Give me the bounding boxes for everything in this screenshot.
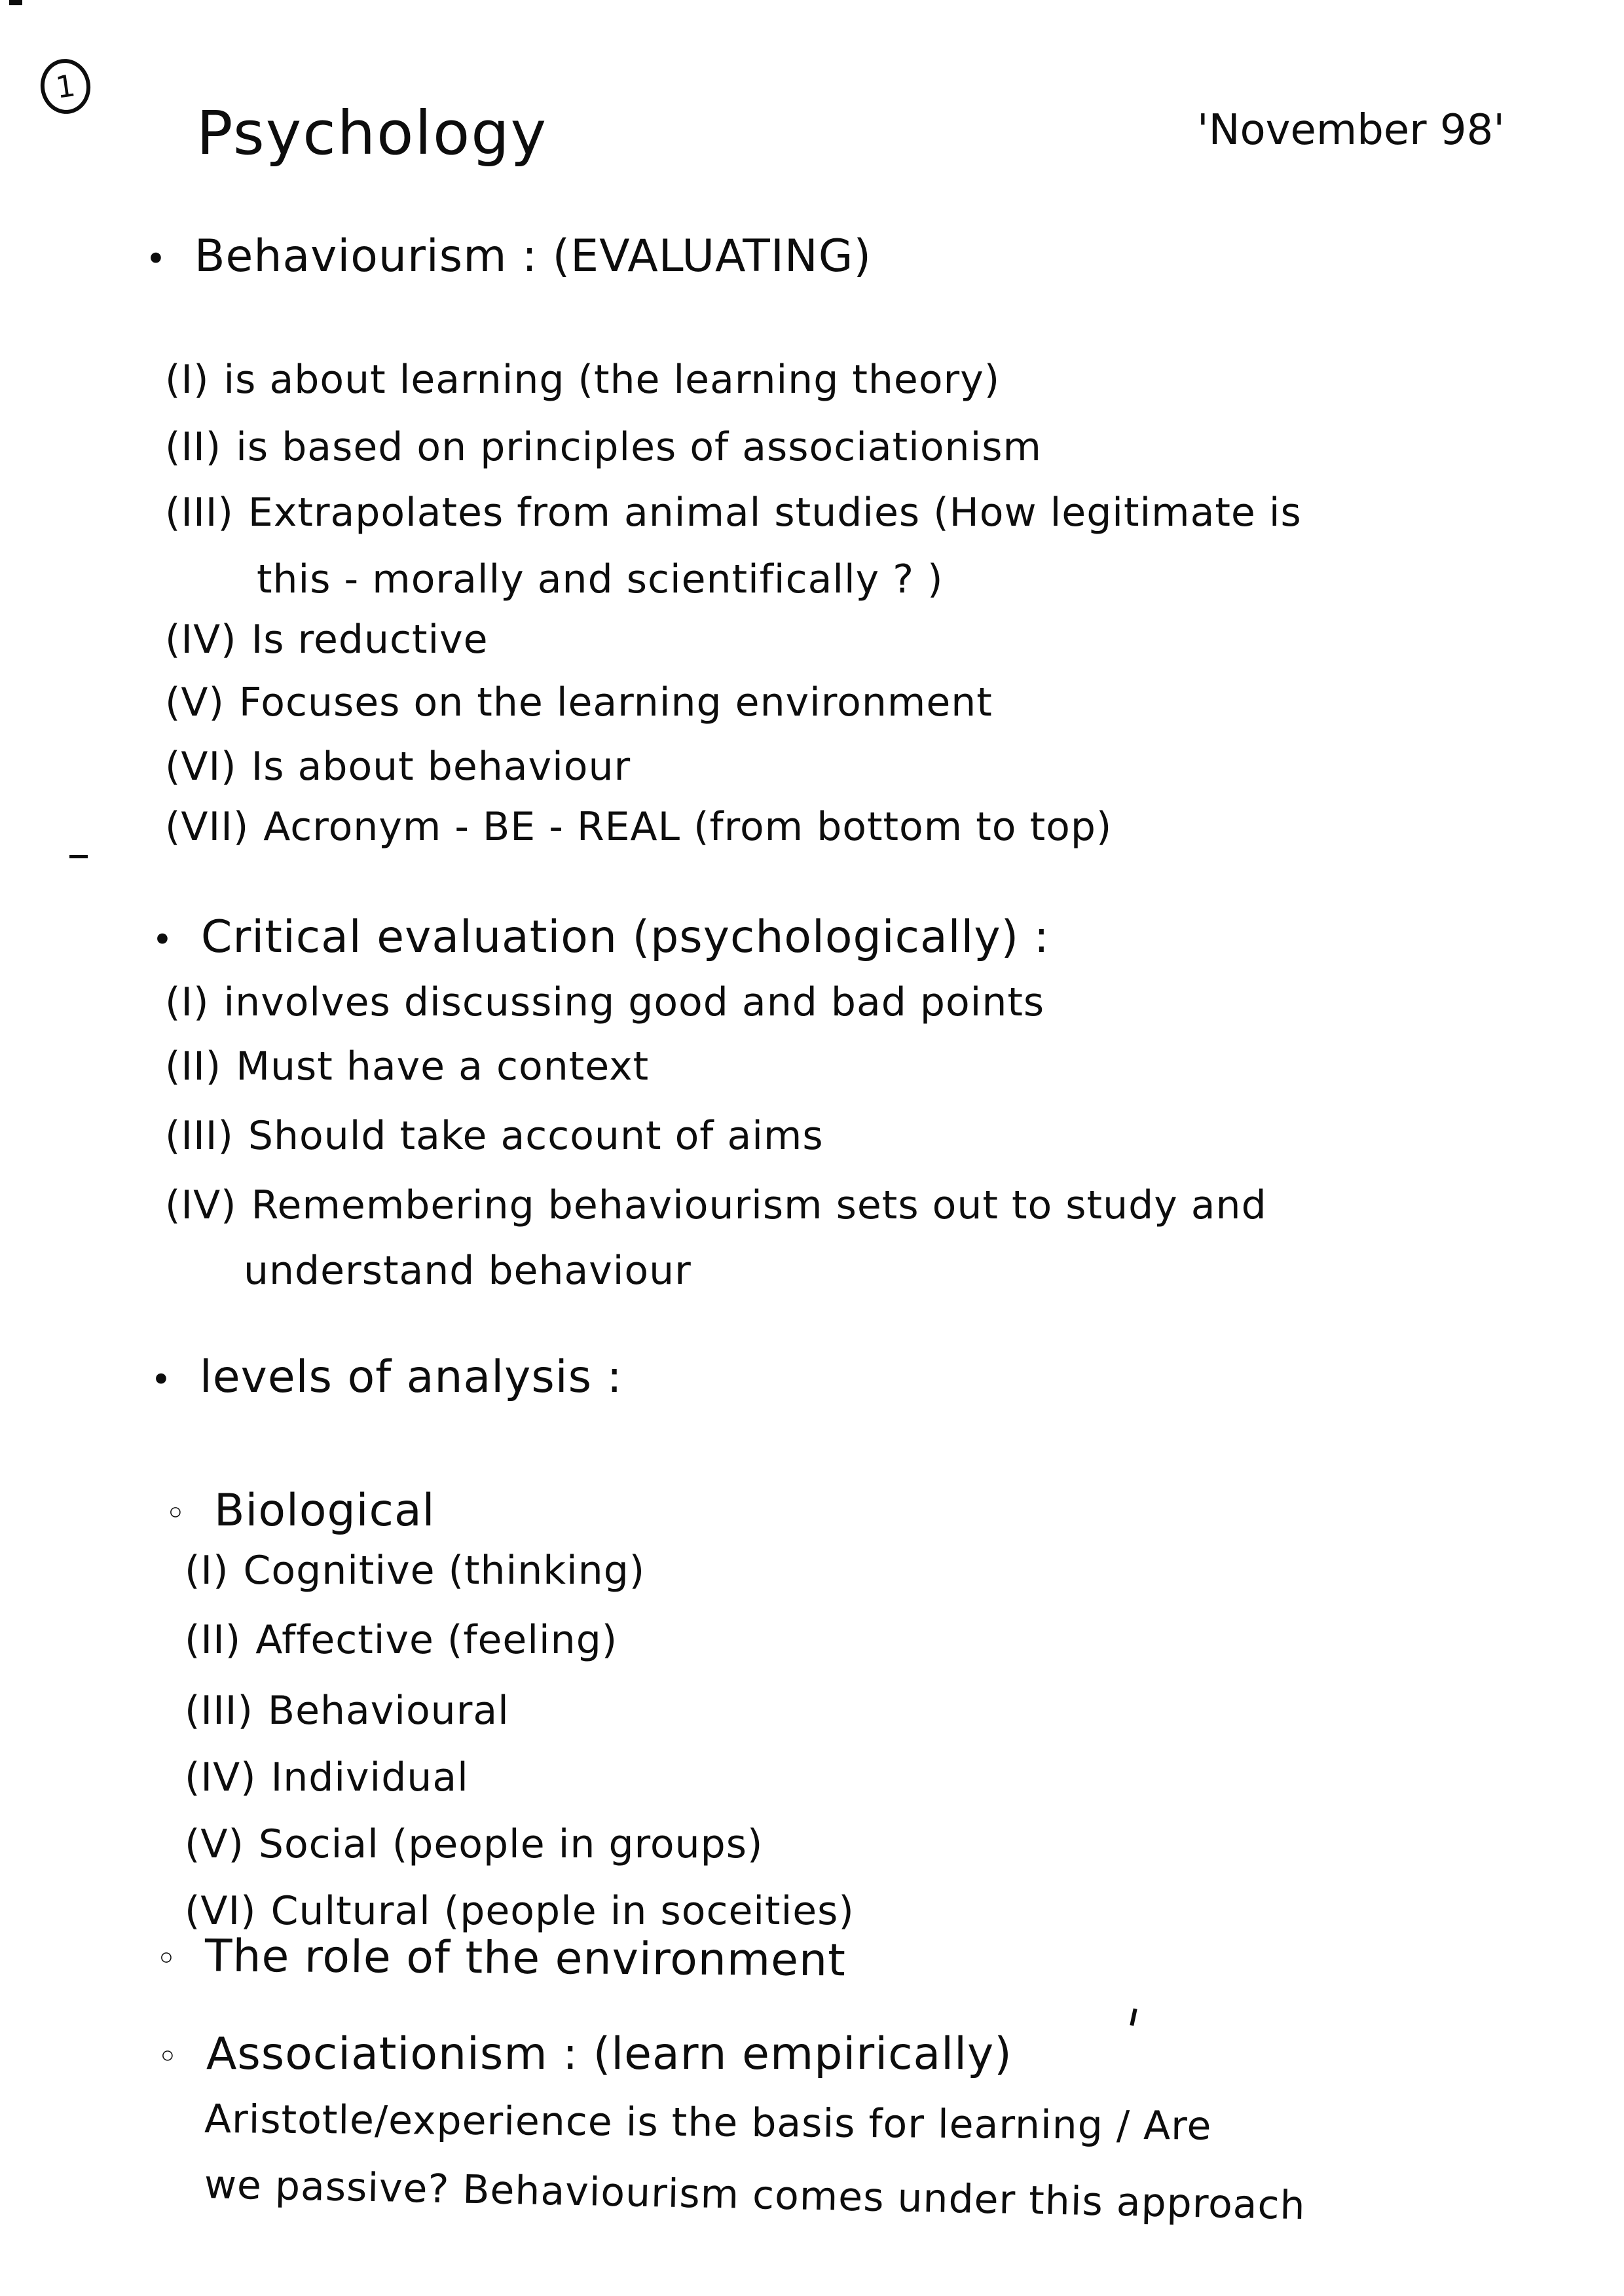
item-marker: (IV) bbox=[165, 617, 237, 663]
item-text: Affective (feeling) bbox=[255, 1617, 618, 1663]
list-item bbox=[185, 1617, 618, 1663]
list-item bbox=[165, 680, 993, 725]
note-date: 'November 98' bbox=[1197, 106, 1505, 155]
item-text: Must have a context bbox=[236, 1044, 650, 1089]
section-heading bbox=[151, 1351, 623, 1403]
list-item bbox=[185, 1755, 469, 1800]
list-item bbox=[165, 1113, 824, 1159]
heading-text: Critical evaluation (psychologically) : bbox=[200, 911, 1050, 963]
item-marker: (I) bbox=[165, 357, 210, 403]
list-item bbox=[165, 490, 1302, 536]
note-line bbox=[204, 2162, 1306, 2229]
page-number-badge bbox=[37, 56, 94, 117]
list-item bbox=[165, 804, 1112, 850]
section-heading bbox=[165, 1485, 435, 1537]
item-marker: (II) bbox=[185, 1617, 242, 1663]
item-marker: (IV) bbox=[165, 1182, 237, 1228]
item-text: Is reductive bbox=[251, 617, 489, 663]
stray-mark bbox=[1130, 2009, 1137, 2026]
list-item bbox=[165, 1182, 1267, 1228]
item-text: is based on principles of associationism bbox=[236, 424, 1042, 470]
bullet-icon: ◦ bbox=[165, 1493, 187, 1534]
list-item bbox=[185, 1888, 855, 1934]
list-item bbox=[185, 1821, 763, 1867]
item-marker: (VI) bbox=[165, 744, 237, 790]
list-item bbox=[165, 1044, 649, 1089]
item-text: Individual bbox=[270, 1755, 469, 1800]
heading-text: The role of the environment bbox=[204, 1930, 847, 1987]
item-marker: (III) bbox=[165, 490, 234, 536]
item-text: Is about behaviour bbox=[251, 744, 631, 790]
item-text: Acronym - BE - REAL (from bottom to top) bbox=[263, 804, 1113, 850]
list-item bbox=[165, 424, 1042, 470]
heading-text: levels of analysis : bbox=[199, 1351, 623, 1403]
item-text: Should take account of aims bbox=[248, 1113, 824, 1159]
item-marker: (III) bbox=[185, 1688, 253, 1734]
item-marker: (II) bbox=[165, 424, 222, 470]
stray-mark bbox=[9, 0, 22, 5]
item-text: this - morally and scientifically ? ) bbox=[257, 556, 944, 602]
item-marker: (V) bbox=[165, 680, 225, 725]
item-text: Cognitive (thinking) bbox=[243, 1548, 646, 1594]
item-marker: (VI) bbox=[185, 1888, 257, 1934]
bullet-icon: • bbox=[145, 238, 167, 280]
bullet-icon: ◦ bbox=[155, 1938, 178, 1980]
page-number: 1 bbox=[53, 67, 78, 105]
item-marker: (IV) bbox=[185, 1755, 257, 1800]
section-heading bbox=[157, 2028, 1012, 2080]
note-title: Psychology bbox=[196, 98, 548, 168]
list-item bbox=[165, 744, 631, 790]
heading-text: Associationism : (learn empirically) bbox=[206, 2028, 1012, 2080]
list-item bbox=[165, 979, 1044, 1025]
item-text: is about learning (the learning theory) bbox=[223, 357, 1001, 403]
bullet-icon: • bbox=[152, 919, 174, 960]
item-text: involves discussing good and bad points bbox=[223, 979, 1045, 1025]
stray-mark bbox=[69, 855, 88, 858]
item-marker: (II) bbox=[165, 1044, 222, 1089]
item-text: Behavioural bbox=[267, 1688, 509, 1734]
item-text: Remembering behaviourism sets out to study and bbox=[251, 1182, 1267, 1228]
item-marker: (I) bbox=[185, 1548, 229, 1594]
section-heading bbox=[152, 911, 1050, 963]
list-item bbox=[165, 357, 1000, 403]
item-marker: (VII) bbox=[165, 804, 249, 850]
note-line bbox=[204, 2096, 1212, 2149]
list-item-continuation bbox=[257, 556, 944, 602]
item-marker: (I) bbox=[165, 979, 210, 1025]
item-text: understand behaviour bbox=[244, 1248, 692, 1294]
item-marker: (III) bbox=[165, 1113, 234, 1159]
list-item bbox=[185, 1688, 509, 1734]
heading-text: Behaviourism : (EVALUATING) bbox=[194, 230, 872, 282]
item-text: Extrapolates from animal studies (How legitimate is bbox=[248, 490, 1302, 536]
bullet-icon: • bbox=[151, 1359, 172, 1400]
heading-text: Biological bbox=[213, 1485, 435, 1537]
section-heading bbox=[145, 230, 872, 282]
note-line-text: Aristotle/experience is the basis for learning / Are bbox=[204, 2096, 1212, 2149]
item-text: Social (people in groups) bbox=[258, 1821, 764, 1867]
item-text: Focuses on the learning environment bbox=[238, 680, 993, 725]
list-item bbox=[185, 1548, 645, 1594]
item-text: Cultural (people in soceities) bbox=[270, 1888, 855, 1934]
bullet-icon: ◦ bbox=[157, 2036, 179, 2077]
note-line-text: we passive? Behaviourism comes under this approach bbox=[204, 2162, 1306, 2229]
item-marker: (V) bbox=[185, 1821, 244, 1867]
list-item bbox=[165, 617, 489, 663]
list-item-continuation bbox=[244, 1248, 692, 1294]
section-heading bbox=[156, 1930, 846, 1986]
